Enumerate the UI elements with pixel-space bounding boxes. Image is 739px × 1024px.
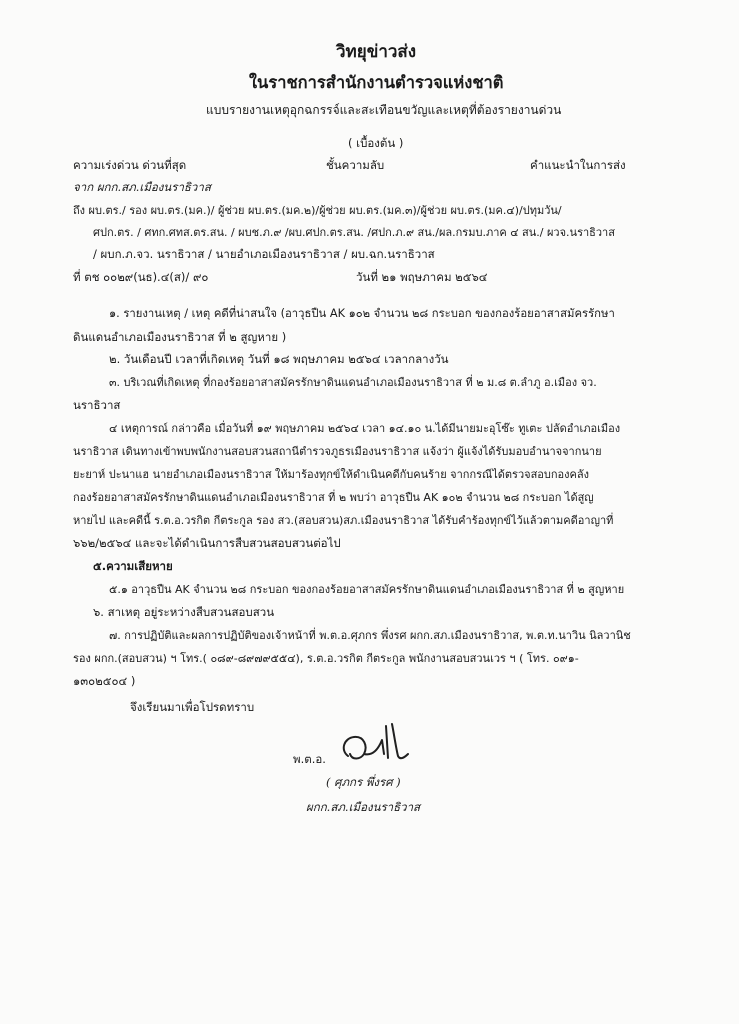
document-date: วันที่ ๒๑ พฤษภาคม ๒๕๖๔	[356, 270, 488, 284]
to-line-3: / ผบก.ภ.จว. นราธิวาส / นายอำเภอเมืองนราธิวาส / ผบ.ฉก.นราธิวาส	[93, 247, 435, 261]
section-3-line-2: นราธิวาส	[73, 398, 121, 412]
from-line: จาก ผกก.สภ.เมืองนราธิวาส	[73, 180, 211, 194]
document-subtitle: ในราชการสำนักงานตำรวจแห่งชาติ	[249, 73, 504, 92]
form-title: แบบรายงานเหตุอุกฉกรรจ์และสะเทือนขวัญและเหตุที่ต้องรายงานด่วน	[206, 103, 562, 117]
to-line-2: ศปก.ตร. / ศทก.ศทส.ตร.สน. / ผบช.ภ.๙ /ผบ.ศปก.ตร.สน. /ศปก.ภ.๙ สน./ผล.กรมบ.ภาค ๔ สน./ ผวจ.นราธิวาส	[93, 226, 615, 239]
section-4-line-5: หายไป และคดีนี้ ร.ต.อ.วรกิต กีตระกูล รอง สว.(สอบสวน)สภ.เมืองนราธิวาส ได้รับคำร้องทุกข์ไว้แล้วตามคดีอาญาที่	[73, 514, 614, 527]
section-4-line-2: นราธิวาส เดินทางเข้าพบพนักงานสอบสวนสถานีตำรวจภูธรเมืองนราธิวาส แจ้งว่า ผู้แจ้งได้รับมอบอำนาจจากนาย	[73, 445, 602, 458]
urgency-label: ความเร่งด่วน ด่วนที่สุด	[73, 158, 187, 172]
section-4-line-3: ยะยาห์ ปะนาแฮ นายอำเภอเมืองนราธิวาส ให้มาร้องทุกข์ให้ดำเนินคดีกับคนร้าย จากกรณีได้ตรวจสอบกองคลัง	[73, 468, 589, 481]
instruction-label: คำแนะนำในการส่ง	[530, 158, 626, 172]
closing-text: จึงเรียนมาเพื่อโปรดทราบ	[130, 700, 255, 714]
signature-name: ( ศุภกร พึ่งรศ )	[326, 775, 401, 789]
reference-number: ที่ ตช ๐๐๒๙(นธ).๔(ส)/ ๙๐	[73, 270, 209, 284]
section-3-line-1: ๓. บริเวณที่เกิดเหตุ ที่กองร้อยอาสาสมัครรักษาดินแดนอำเภอเมืองนราธิวาส ที่ ๒ ม.๘ ต.ลำภู อ.เมือง จว.	[109, 376, 597, 389]
section-6: ๖. สาเหตุ อยู่ระหว่างสืบสวนสอบสวน	[93, 605, 275, 619]
section-4-line-6: ๖๖๒/๒๕๖๔ และจะได้ดำเนินการสืบสวนสอบสวนต่อไป	[73, 536, 341, 550]
section-5-item-1: ๕.๑ อาวุธปืน AK จำนวน ๒๘ กระบอก ของกองร้อยอาสาสมัครรักษาดินแดนอำเภอเมืองนราธิวาส ที่ ๒ สูญหาย	[109, 583, 625, 596]
signature-rank: พ.ต.อ.	[293, 752, 326, 766]
section-2: ๒. วันเดือนปี เวลาที่เกิดเหตุ วันที่ ๑๘ พฤษภาคม ๒๕๖๔ เวลากลางวัน	[109, 352, 449, 366]
section-1-line-1: ๑. รายงานเหตุ / เหตุ คดีที่น่าสนใจ (อาวุธปืน AK ๑๐๒ จำนวน ๒๘ กระบอก ของกองร้อยอาสาสมัครรักษา	[109, 307, 615, 320]
section-4-line-4: กองร้อยอาสาสมัครรักษาดินแดนอำเภอเมืองนราธิวาส ที่ ๒ พบว่า อาวุธปืน AK ๑๐๒ จำนวน ๒๘ กระบอก ได้สูญ	[73, 491, 594, 504]
report-status: ( เบื้องต้น )	[348, 136, 404, 150]
section-4-line-1: ๔ เหตุการณ์ กล่าวคือ เมื่อวันที่ ๑๙ พฤษภาคม ๒๕๖๔ เวลา ๑๔.๑๐ น.ได้มีนายมะอุโซ๊ะ ทูเตะ ปลัดอำเภอเมือง	[109, 422, 621, 435]
section-1-line-2: ดินแดนอำเภอเมืองนราธิวาส ที่ ๒ สูญหาย )	[73, 330, 287, 344]
section-5-title: ๕.ความเสียหาย	[93, 559, 173, 573]
section-7-line-2: รอง ผกก.(สอบสวน) ฯ โทร.( ๐๘๙-๘๙๗๙๕๕๔), ร.ต.อ.วรกิต กีตระกูล พนักงานสอบสวนเวร ฯ ( โทร. ๐๙๑-	[73, 652, 579, 665]
handwritten-signature	[338, 720, 418, 768]
document-title: วิทยุข่าวส่ง	[336, 42, 417, 62]
signature-position: ผกก.สภ.เมืองนราธิวาส	[306, 800, 421, 814]
section-7-line-1: ๗. การปฏิบัติและผลการปฏิบัติของเจ้าหน้าที่ พ.ต.อ.ศุภกร พึ่งรศ ผกก.สภ.เมืองนราธิวาส, พ.ต.ท.นาวิน นิลวานิช	[109, 629, 631, 642]
to-line-1: ถึง ผบ.ตร./ รอง ผบ.ตร.(มค.)/ ผู้ช่วย ผบ.ตร.(มค.๒)/ผู้ช่วย ผบ.ตร.(มค.๓)/ผู้ช่วย ผบ.ตร.(มค.๔)/ปทุมวัน/	[73, 204, 562, 217]
secrecy-label: ชั้นความลับ	[326, 158, 385, 172]
section-7-line-3: ๑๓๐๒๕๐๔ )	[73, 674, 136, 688]
